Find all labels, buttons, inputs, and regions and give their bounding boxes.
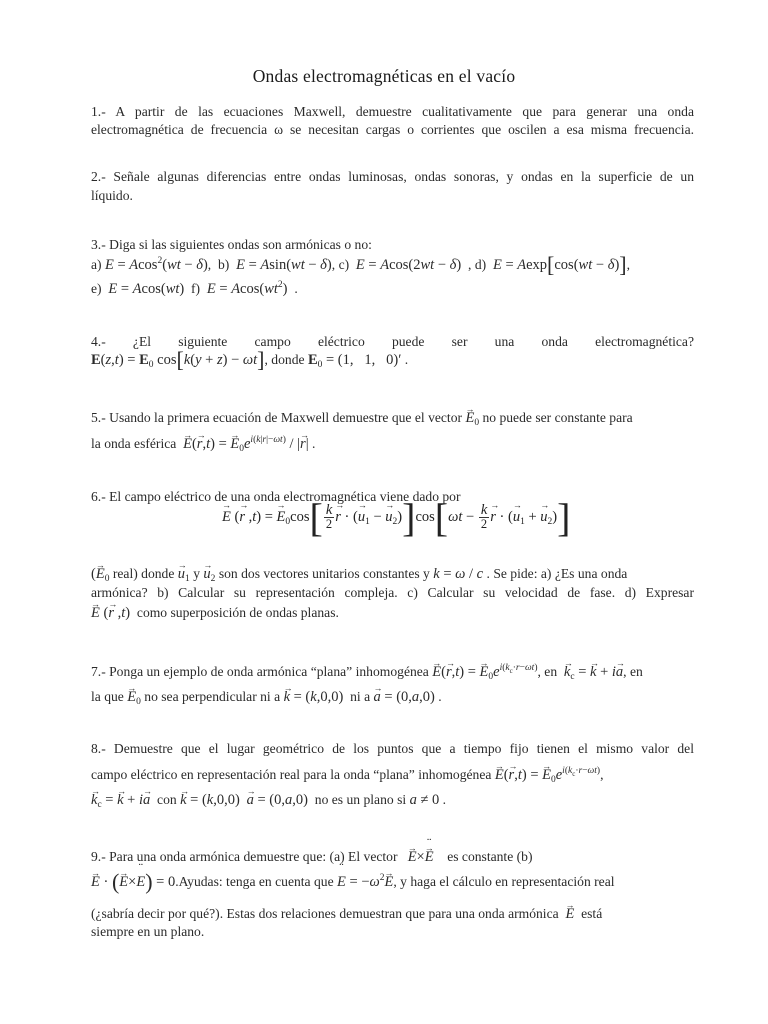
problem-7-line-2: la que → $E_0$ no sea perpendicular ni a → k = (k,0,0) ni a → a = (0,a,0) . [91,688,694,706]
problem-5-text-b: no puede ser constante para [482,410,633,425]
problem-9-text-d: , y haga el cálculo en representación real [393,874,615,889]
problem-2-line-2: líquido. [91,188,133,203]
problem-9-line-2: → E · (→ E×E ¨) = 0.Ayudas: tenga en cuenta que E ¨ = $-\omega^2\to E$, y haga el cálculo en representación real [91,873,694,891]
problem-7-line-1: 7.- Ponga un ejemplo de onda armónica “plana” inhomogénea → E(→ r,t) = → $E_0e^{i(k_c\cdot r-\omega t)}$, en → $k_c$ = → k + i→ a, en [91,663,694,681]
problem-6-line-4: armónica? b) Calcular su representación compleja. c) Calcular su velocidad de fase. d) Expresar [91,585,694,600]
problem-6-text-a: real) donde [112,566,175,581]
problem-4-line-1: 4.- ¿El siguiente campo eléctrico puede ser una onda electromagnética? [91,334,694,349]
problem-6-equation: → E (→ r ,t) = → $E_0\cos$[ $\frac{k}{2}$ → r · (→ $u_1$ − → $u_2)]\cos[\omega t$ − $\frac{k}{2}$ → r · (→ $u_1$ + → $u_2$)] [222,504,570,531]
problem-2-line-1: 2.- Señale algunas diferencias entre ondas luminosas, ondas sonoras, y ondas en la superficie de un [91,169,694,184]
problem-5-line-2: la onda esférica → E(→ r,t) = → $E_0e^{i(k|r|-\omega t)}$ / |→ r| . [91,435,694,453]
problem-8-line-2: campo eléctrico en representación real para la onda “plana” inhomogénea → E(→ r,t) = → $E_0e^{i(k_c\cdot r-\omega t)}$, [91,766,694,784]
problem-9-line-3: (¿sabría decir por qué?). Estas dos relaciones demuestran que para una onda armónica → E está [91,905,694,923]
problem-6-text-b: y [193,566,200,581]
problem-8-text-b: con [157,792,177,807]
problem-9-text-c: .Ayudas: tenga en cuenta que [175,874,334,889]
problem-5-text-a: 5.- Usando la primera ecuación de Maxwell demuestre que el vector [91,410,463,425]
problem-6-line-3: (→ $E_0$ real) donde → $u_1$ $y \to u_2$ son dos vectores unitarios constantes y k = ω / c . Se pide: a) ¿Es una onda [91,565,694,583]
problem-6-line-1: 6.- El campo eléctrico de una onda electromagnética viene dado por [91,489,461,504]
problem-7-text-c: la que [91,689,124,704]
problem-8-line-3: → $k_c$ = → k + i→ a con → k = (k,0,0) → a = (0,a,0) no es un plano si a ≠ 0 . [91,791,694,809]
problem-6-text-c: son dos vectores unitarios constantes y [218,566,430,581]
problem-9-text-b: es constante (b) [447,849,533,864]
donde-text: , donde [264,352,305,367]
problem-3-options-line-1: a) E = Acos$^2$(wt − δ), b) E = Asin(wt − δ), c) E = Acos(2wt − δ) , d) E = Aexp[cos(wt − δ)], [91,252,631,277]
problem-9-line-1: 9.- Para una onda armónica demuestre que: (a) El vector → E×→ E ¨ es constante (b) [91,848,694,866]
problem-6-line-5: → E (→ r ,t) como superposición de ondas planas. [91,604,694,622]
problem-5-line-1: 5.- Usando la primera ecuación de Maxwell demuestre que el vector → $E_0$ no puede ser constante para [91,409,694,427]
problem-8-text-a: campo eléctrico en representación real para la onda “plana” inhomogénea [91,767,492,782]
page-title: Ondas electromagnéticas en el vacío [252,66,516,86]
problem-7-text-b: , en [537,664,558,679]
problem-3-options-line-2: e) E = Acos(wt) f) $E = Acos(wt^2)$ . [91,280,298,297]
problem-6-text-e: como superposición de ondas planas. [136,605,339,620]
problem-8-text-c: no es un plano si [314,792,407,807]
problem-1-line-1: 1.- A partir de las ecuaciones Maxwell, demuestre cualitativamente que para generar una onda [91,104,694,119]
problem-6-text-d: . Se pide: a) ¿Es una onda [486,566,628,581]
problem-9-text-f: está [581,906,603,921]
problem-3-line-1: 3.- Diga si las siguientes ondas son armónicas o no: [91,237,372,252]
problem-1-line-2: electromagnética de frecuencia ω se necesitan cargas o corrientes que oscilen a esa misma frecuencia. [91,122,694,137]
problem-7-text-a: 7.- Ponga un ejemplo de onda armónica “plana” inhomogénea [91,664,429,679]
problem-7-text-e: ni a [350,689,371,704]
problem-9-text-e: (¿sabría decir por qué?). Estas dos relaciones demuestran que para una onda armónica [91,906,559,921]
problem-4-line-2: $E(z,t) = E_0$ cos[k(y + z) − ωt], donde $E_0 = (1$, 1, 0)′ . [91,347,409,372]
problem-5-text-c: la onda esférica [91,436,177,451]
problem-9-text-a: 9.- Para una onda armónica demuestre que: (a) El vector [91,849,398,864]
problem-9-line-4: siempre en un plano. [91,924,205,939]
problem-7-text-d: no sea perpendicular ni a [144,689,281,704]
problem-8-line-1: 8.- Demuestre que el lugar geométrico de los puntos que a tiempo fijo tienen el mismo valor del [91,741,694,756]
